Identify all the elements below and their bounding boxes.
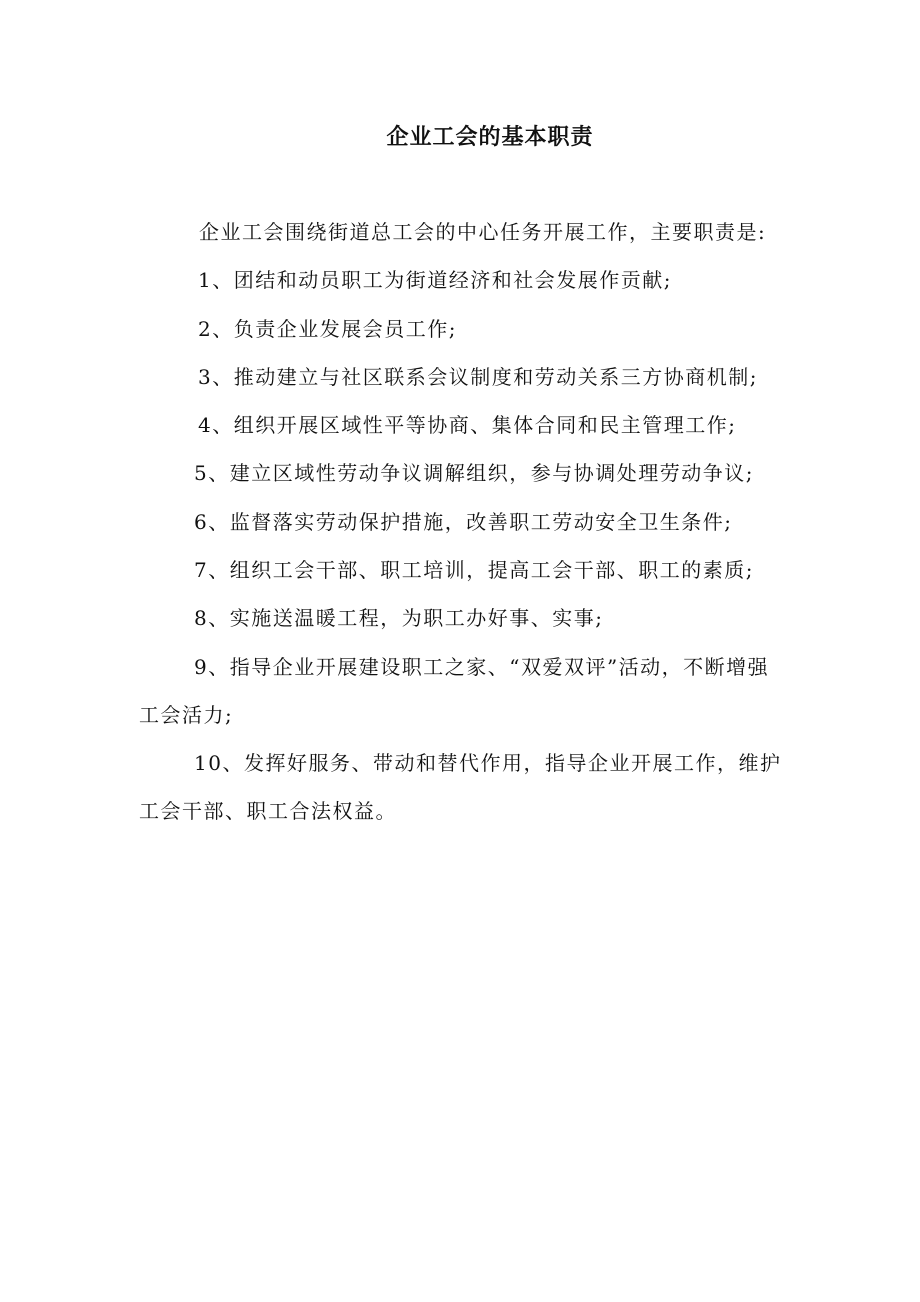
duty-item-6: 6、监督落实劳动保护措施，改善职工劳动安全卫生条件; bbox=[194, 510, 733, 534]
duty-item-10-line-1: 10、发挥好服务、带动和替代作用，指导企业开展工作，维护 bbox=[194, 751, 782, 775]
duty-item-9-line-2: 工会活力; bbox=[139, 703, 234, 727]
document-title: 企业工会的基本职责 bbox=[386, 124, 594, 150]
duty-item-1: 1、团结和动员职工为街道经济和社会发展作贡献; bbox=[198, 268, 672, 292]
duty-item-8: 8、实施送温暖工程，为职工办好事、实事; bbox=[194, 606, 604, 630]
duty-item-9-line-1: 9、指导企业开展建设职工之家、“双爱双评”活动，不断增强 bbox=[194, 655, 770, 679]
duty-item-4: 4、组织开展区域性平等协商、集体合同和民主管理工作; bbox=[198, 413, 737, 437]
duty-item-10-line-2: 工会干部、职工合法权益。 bbox=[139, 799, 397, 823]
duty-item-7: 7、组织工会干部、职工培训，提高工会干部、职工的素质; bbox=[194, 558, 754, 582]
duty-item-3: 3、推动建立与社区联系会议制度和劳动关系三方协商机制; bbox=[198, 365, 758, 389]
duty-item-2: 2、负责企业发展会员工作; bbox=[198, 317, 457, 341]
intro-paragraph: 企业工会围绕街道总工会的中心任务开展工作，主要职责是: bbox=[199, 220, 767, 244]
duty-item-5: 5、建立区域性劳动争议调解组织，参与协调处理劳动争议; bbox=[194, 461, 754, 485]
